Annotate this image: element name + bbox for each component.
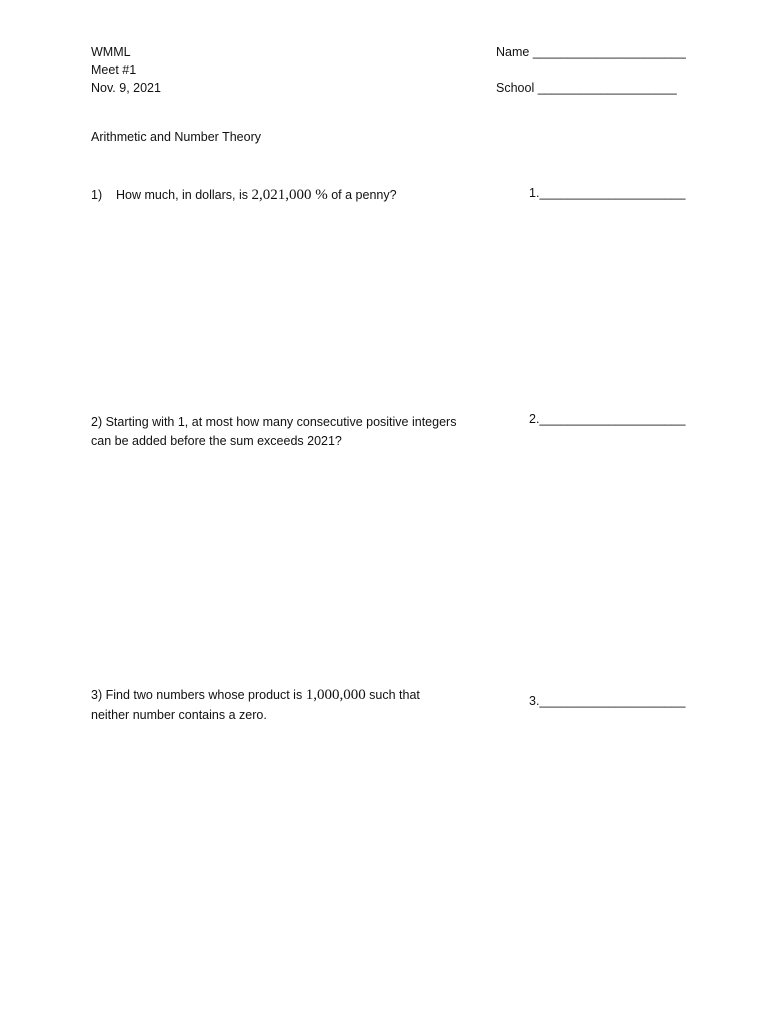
- answer-2-label: 2.: [529, 412, 540, 426]
- question-1-text-before: How much, in dollars, is: [116, 188, 252, 202]
- school-label: School: [496, 81, 535, 95]
- question-2-line-2: can be added before the sum exceeds 2021?: [91, 434, 342, 448]
- answer-1-label: 1.: [529, 186, 540, 200]
- question-3-line-1: [91, 686, 420, 704]
- question-3-text-before: 3) Find two numbers whose product is: [91, 688, 306, 702]
- question-1: [91, 186, 397, 204]
- name-field[interactable]: [496, 43, 686, 61]
- question-1-text-after: of a penny?: [327, 188, 397, 202]
- school-field[interactable]: [496, 79, 677, 97]
- question-3-line-2: neither number contains a zero.: [91, 708, 267, 722]
- answer-3-label: 3.: [529, 694, 540, 708]
- question-2-line-1: 2) Starting with 1, at most how many consecutive positive integers: [91, 415, 457, 429]
- answer-3[interactable]: [529, 692, 685, 710]
- meet-date: Nov. 9, 2021: [91, 81, 161, 95]
- answer-3-blank[interactable]: _____________________: [539, 694, 686, 708]
- org-name: WMML: [91, 45, 131, 59]
- answer-2-blank[interactable]: _____________________: [539, 412, 686, 426]
- question-1-number: 1): [91, 188, 103, 202]
- meet-number: Meet #1: [91, 63, 137, 77]
- school-blank[interactable]: ____________________: [537, 81, 677, 95]
- answer-1[interactable]: [529, 184, 685, 202]
- question-3-text-after: such that: [365, 688, 420, 702]
- name-label: Name: [496, 45, 530, 59]
- question-1-math: 2,021,000 %: [251, 187, 328, 203]
- answer-1-blank[interactable]: _____________________: [539, 186, 686, 200]
- name-blank[interactable]: ______________________: [532, 45, 686, 59]
- question-3-math: 1,000,000: [305, 687, 366, 703]
- section-title: Arithmetic and Number Theory: [91, 130, 261, 144]
- answer-2[interactable]: [529, 410, 685, 428]
